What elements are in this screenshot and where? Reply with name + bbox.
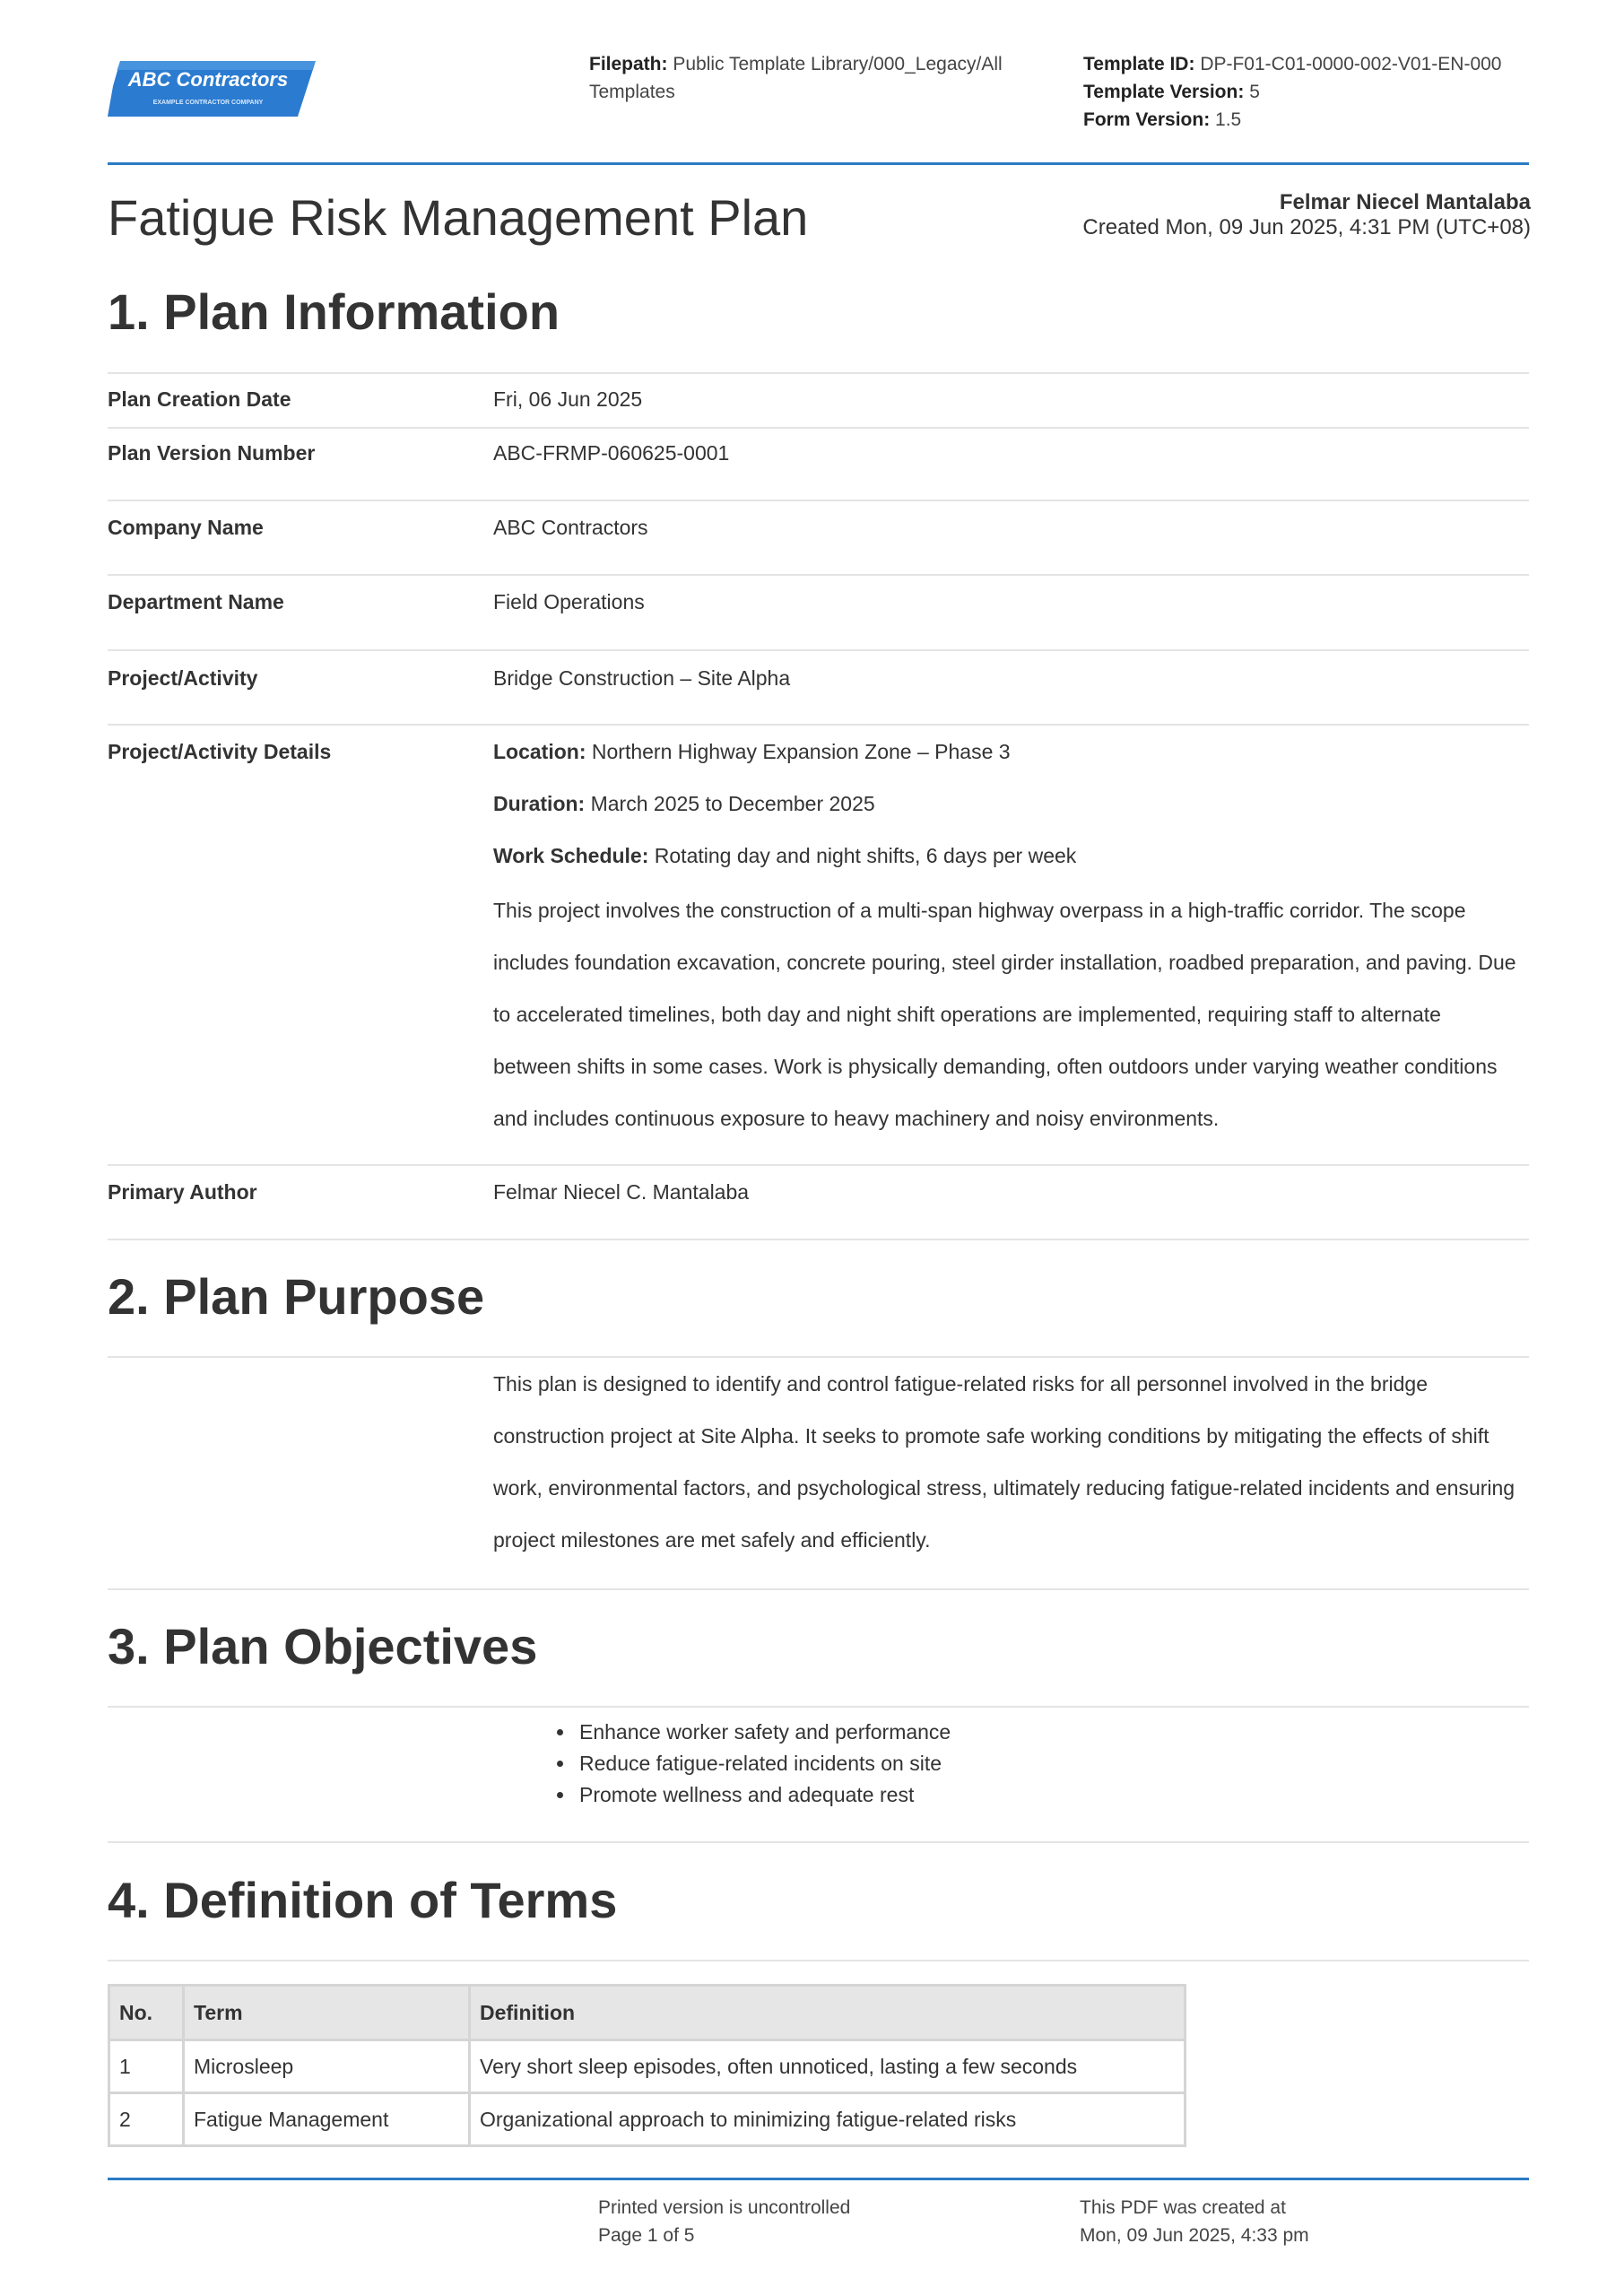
- cell-term: Microsleep: [184, 2040, 470, 2093]
- objective-item: • Promote wellness and adequate rest: [576, 1779, 951, 1811]
- detail-location-label: Location:: [493, 740, 586, 763]
- divider: [108, 724, 1529, 726]
- document-title: Fatigue Risk Management Plan: [108, 189, 809, 246]
- template-version-value: 5: [1249, 82, 1260, 102]
- detail-location: [493, 740, 1011, 764]
- column-header-term: Term: [184, 1986, 470, 2040]
- field-value-plan-creation-date: Fri, 06 Jun 2025: [493, 387, 643, 411]
- filepath-block: [589, 50, 1055, 106]
- field-value-primary-author: Felmar Niecel C. Mantalaba: [493, 1180, 750, 1204]
- divider: [108, 1164, 1529, 1166]
- objectives-list: [545, 1717, 951, 1811]
- cell-no: 2: [109, 2093, 184, 2146]
- logo-tagline: EXAMPLE CONTRACTOR COMPANY: [152, 100, 264, 106]
- cell-term: Fatigue Management: [184, 2093, 470, 2146]
- pdf-created-label: This PDF was created at: [1080, 2197, 1286, 2218]
- cell-no: 1: [109, 2040, 184, 2093]
- table-row: [109, 2040, 1185, 2093]
- field-value-plan-version-number: ABC-FRMP-060625-0001: [493, 441, 730, 465]
- template-version-label: Template Version:: [1083, 82, 1245, 102]
- detail-work-schedule: [493, 844, 1076, 868]
- cell-definition: Very short sleep episodes, often unnoticed, lasting a few seconds: [470, 2040, 1185, 2093]
- field-label: Plan Creation Date: [108, 387, 291, 411]
- template-info-block: [1083, 50, 1532, 134]
- section-heading-plan-information: 1. Plan Information: [108, 283, 560, 340]
- field-label: Primary Author: [108, 1180, 257, 1204]
- form-version-label: Form Version:: [1083, 109, 1211, 130]
- template-version-line: [1083, 78, 1532, 106]
- divider: [108, 1588, 1529, 1590]
- divider: [108, 1239, 1529, 1240]
- field-value-project-activity: Bridge Construction – Site Alpha: [493, 666, 791, 690]
- detail-duration-label: Duration:: [493, 792, 586, 815]
- footer-created-info: [1080, 2194, 1309, 2249]
- field-label: Plan Version Number: [108, 441, 316, 465]
- field-label: Project/Activity Details: [108, 740, 332, 763]
- divider: [108, 372, 1529, 374]
- pdf-created-value: Mon, 09 Jun 2025, 4:33 pm: [1080, 2225, 1309, 2246]
- field-label: Department Name: [108, 590, 284, 613]
- divider: [108, 1706, 1529, 1708]
- detail-duration-value: March 2025 to December 2025: [590, 792, 875, 815]
- table-row: [109, 2093, 1185, 2146]
- company-logo: [108, 59, 316, 118]
- column-header-no: No.: [109, 1986, 184, 2040]
- author-block: [1082, 190, 1531, 240]
- divider: [108, 574, 1529, 576]
- footer-print-info: [598, 2194, 850, 2249]
- form-version-value: 1.5: [1215, 109, 1242, 130]
- divider: [108, 649, 1529, 651]
- divider: [108, 500, 1529, 501]
- page-number: Page 1 of 5: [598, 2225, 695, 2246]
- terms-table: [108, 1984, 1186, 2147]
- section-heading-plan-purpose: 2. Plan Purpose: [108, 1268, 485, 1325]
- section-heading-plan-objectives: 3. Plan Objectives: [108, 1618, 538, 1674]
- purpose-text: This plan is designed to identify and control fatigue-related risks for all personnel involved in the bridge construction project at Site Alpha. It seeks to promote safe working conditions by mitigating the effects of shift work, environmental factors, and psychological stress, ultimately reducing fatigue-related incidents and ensuring project milestones are met safely and efficiently.: [493, 1372, 1515, 1552]
- field-value-department-name: Field Operations: [493, 590, 645, 613]
- logo-name: ABC Contractors: [127, 68, 289, 91]
- detail-duration: [493, 792, 875, 816]
- detail-schedule-label: Work Schedule:: [493, 844, 649, 867]
- cell-definition: Organizational approach to minimizing fatigue-related risks: [470, 2093, 1185, 2146]
- divider: [108, 1960, 1529, 1961]
- template-id-line: [1083, 50, 1532, 78]
- detail-location-value: Northern Highway Expansion Zone – Phase 3: [591, 740, 1011, 763]
- column-header-definition: Definition: [470, 1986, 1185, 2040]
- divider: [108, 1841, 1529, 1843]
- objective-item: • Reduce fatigue-related incidents on site: [576, 1748, 951, 1779]
- project-description: This project involves the construction of a multi-span highway overpass in a high-traffic corridor. The scope includes foundation excavation, concrete pouring, steel girder installation, roadbed preparation, and paving. Due to accelerated timelines, both day and night shift operations are implemented, requiring staff to alternate between shifts in some cases. Work is physically demanding, often outdoors under varying weather conditions and includes continuous exposure to heavy machinery and noisy environments.: [493, 899, 1516, 1130]
- section-heading-definition-of-terms: 4. Definition of Terms: [108, 1872, 618, 1928]
- form-version-line: [1083, 106, 1532, 134]
- field-label: Company Name: [108, 516, 264, 539]
- template-id-label: Template ID:: [1083, 54, 1195, 74]
- detail-schedule-value: Rotating day and night shifts, 6 days per week: [654, 844, 1077, 867]
- uncontrolled-notice: Printed version is uncontrolled: [598, 2197, 851, 2218]
- filepath-label: Filepath:: [589, 54, 668, 74]
- created-timestamp: Created Mon, 09 Jun 2025, 4:31 PM (UTC+08): [1082, 215, 1531, 239]
- field-label: Project/Activity: [108, 666, 258, 690]
- divider: [108, 427, 1529, 429]
- template-id-value: DP-F01-C01-0000-002-V01-EN-000: [1200, 54, 1502, 74]
- footer-divider: [108, 2178, 1529, 2180]
- table-header-row: [109, 1986, 1185, 2040]
- author-name: Felmar Niecel Mantalaba: [1279, 190, 1531, 214]
- filepath-value: Public Template Library/000_Legacy/All Templates: [589, 54, 1003, 102]
- header-divider: [108, 162, 1529, 165]
- objective-item: • Enhance worker safety and performance: [576, 1717, 951, 1748]
- field-value-company-name: ABC Contractors: [493, 516, 648, 539]
